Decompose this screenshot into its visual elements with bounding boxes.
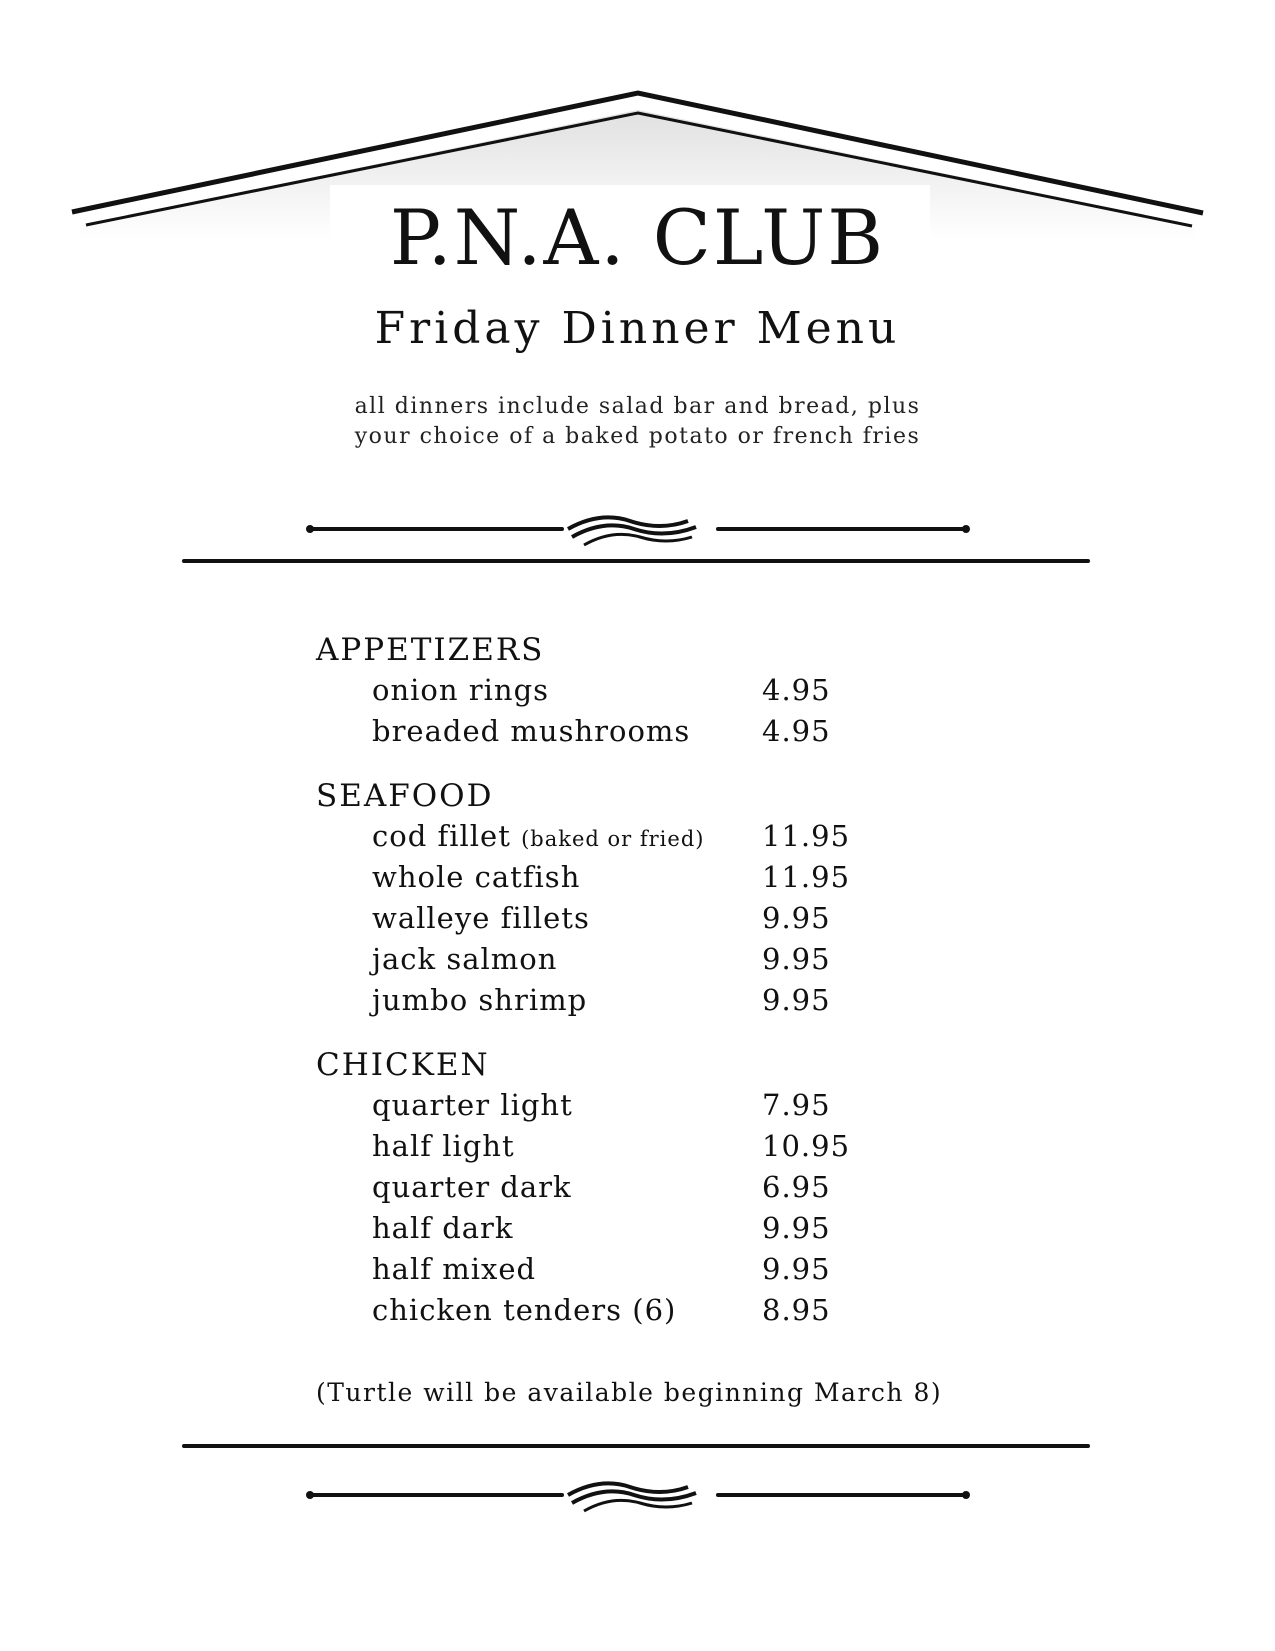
section-title: CHICKEN [316, 1047, 490, 1083]
list-item [316, 711, 1016, 752]
list-item [316, 816, 1016, 857]
item-name: walleye fillets [372, 901, 590, 935]
item-price: 10.95 [762, 1129, 851, 1163]
item-name: chicken tenders (6) [372, 1293, 677, 1327]
item-price: 9.95 [762, 901, 831, 935]
item-name [372, 816, 704, 860]
item-name: jumbo shrimp [372, 983, 588, 1017]
section-title: SEAFOOD [316, 778, 494, 814]
dinner-note [0, 392, 1275, 452]
item-name: quarter light [372, 1088, 573, 1122]
list-item [316, 980, 1016, 1021]
item-price: 8.95 [762, 1293, 831, 1327]
item-name: half dark [372, 1211, 514, 1245]
item-name: quarter dark [372, 1170, 572, 1204]
list-item [316, 898, 1016, 939]
dinner-note-line-1: all dinners include salad bar and bread, plus [354, 394, 921, 419]
item-name-text: cod fillet [372, 819, 511, 853]
section-chicken [316, 1045, 1016, 1331]
section-seafood [316, 776, 1016, 1021]
item-name: jack salmon [372, 942, 558, 976]
top-divider [182, 559, 1090, 563]
item-price: 9.95 [762, 1211, 831, 1245]
list-item [316, 939, 1016, 980]
item-qualifier: (baked or fried) [521, 827, 705, 851]
item-price: 6.95 [762, 1170, 831, 1204]
item-price: 9.95 [762, 983, 831, 1017]
list-item [316, 1126, 1016, 1167]
section-appetizers [316, 630, 1016, 752]
bottom-divider [182, 1444, 1090, 1448]
section-title: APPETIZERS [316, 632, 545, 668]
page-title: P.N.A. CLUB [389, 193, 886, 282]
item-price: 7.95 [762, 1088, 831, 1122]
list-item [316, 857, 1016, 898]
item-price: 11.95 [762, 819, 851, 853]
item-name: half light [372, 1129, 515, 1163]
item-name: breaded mushrooms [372, 714, 691, 748]
list-item [316, 1085, 1016, 1126]
item-name: half mixed [372, 1252, 537, 1286]
list-item [316, 1208, 1016, 1249]
bottom-ornament [300, 1475, 980, 1515]
item-price: 4.95 [762, 714, 831, 748]
list-item [316, 670, 1016, 711]
list-item [316, 1290, 1016, 1331]
item-price: 9.95 [762, 942, 831, 976]
dinner-note-line-2: your choice of a baked potato or french fries [354, 424, 921, 449]
item-name: whole catfish [372, 860, 581, 894]
list-item [316, 1249, 1016, 1290]
item-price: 11.95 [762, 860, 851, 894]
top-ornament [300, 509, 980, 549]
turtle-footnote: (Turtle will be available beginning March 8) [316, 1378, 943, 1407]
menu-subtitle: Friday Dinner Menu [374, 303, 901, 354]
item-price: 4.95 [762, 673, 831, 707]
item-price: 9.95 [762, 1252, 831, 1286]
menu-list [316, 630, 1016, 1355]
list-item [316, 1167, 1016, 1208]
item-name: onion rings [372, 673, 550, 707]
